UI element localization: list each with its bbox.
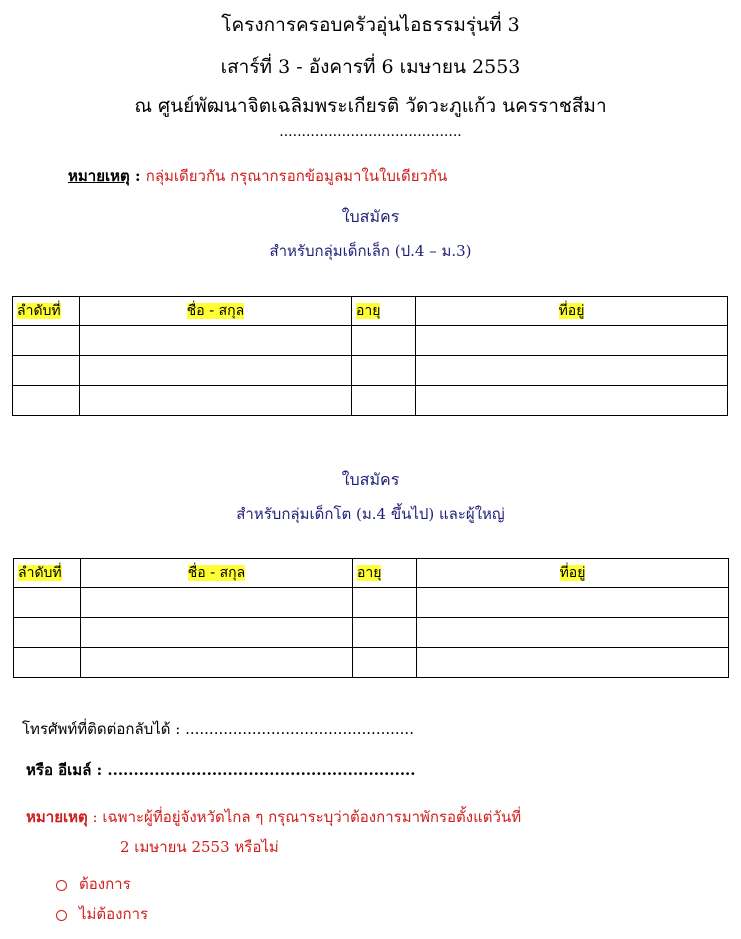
- cell-address[interactable]: [417, 588, 729, 618]
- option-label: ไม่ต้องการ: [79, 905, 149, 923]
- col-age: อายุ: [352, 297, 416, 326]
- cell-address[interactable]: [417, 618, 729, 648]
- table-row: [14, 618, 729, 648]
- phone-label: โทรศัพท์ที่ติดต่อกลับได้ :: [22, 720, 186, 738]
- note-label: หมายเหตุ: [68, 167, 130, 185]
- cell-age[interactable]: [353, 618, 417, 648]
- cell-address[interactable]: [417, 648, 729, 678]
- table-header-row: [13, 297, 728, 326]
- cell-order[interactable]: [13, 356, 80, 386]
- cell-order[interactable]: [14, 618, 81, 648]
- table-row: [13, 356, 728, 386]
- email-line: [26, 758, 415, 782]
- cell-name[interactable]: [80, 356, 352, 386]
- cell-order[interactable]: [14, 648, 81, 678]
- note-colon: :: [129, 167, 146, 185]
- header-divider: .........................................: [279, 124, 462, 140]
- phone-field[interactable]: ................................................: [185, 720, 414, 738]
- project-title: โครงการครอบครัวอุ่นไอธรรมรุ่นที่ 3: [221, 14, 520, 36]
- note2-label: หมายเหตุ: [26, 808, 88, 826]
- note2-line2: 2 เมษายน 2553 หรือไม่: [120, 838, 279, 856]
- phone-line: [22, 717, 414, 741]
- form-small-title: ใบสมัคร: [341, 207, 400, 226]
- note-text: กลุ่มเดียวกัน กรุณากรอกข้อมูลมาในใบเดียวกัน: [145, 167, 448, 185]
- cell-name[interactable]: [80, 386, 352, 416]
- event-dates: เสาร์ที่ 3 - อังคารที่ 6 เมษายน 2553: [220, 56, 521, 78]
- form-big-title: ใบสมัคร: [341, 470, 400, 489]
- cell-address[interactable]: [416, 356, 728, 386]
- email-label: หรือ อีเมล์ :: [26, 761, 108, 779]
- form-big-subtitle: สำหรับกลุ่มเด็กโต (ม.4 ขึ้นไป) และผู้ใหญ่: [236, 505, 505, 523]
- cell-age[interactable]: [353, 648, 417, 678]
- cell-age[interactable]: [352, 326, 416, 356]
- option-not-want[interactable]: [56, 902, 148, 926]
- option-want[interactable]: [56, 872, 131, 896]
- col-name: ชื่อ - สกุล: [80, 297, 352, 326]
- table-header-row: [14, 559, 729, 588]
- registration-table-small: [12, 296, 728, 416]
- col-order: ลำดับที่: [14, 559, 81, 588]
- cell-age[interactable]: [353, 588, 417, 618]
- cell-order[interactable]: [13, 326, 80, 356]
- cell-name[interactable]: [81, 648, 353, 678]
- registration-table-big: [13, 558, 729, 678]
- table-row: [13, 326, 728, 356]
- cell-name[interactable]: [81, 618, 353, 648]
- cell-age[interactable]: [352, 356, 416, 386]
- event-location: ณ ศูนย์พัฒนาจิตเฉลิมพระเกียรติ วัดวะภูแก้ว นครราชสีมา: [134, 95, 607, 117]
- cell-name[interactable]: [81, 588, 353, 618]
- cell-order[interactable]: [14, 588, 81, 618]
- col-address: ที่อยู่: [416, 297, 728, 326]
- note2-line1: : เฉพาะผู้ที่อยู่จังหวัดไกล ๆ กรุณาระบุว่าต้องการมาพักรอตั้งแต่วันที่: [87, 808, 522, 826]
- table-row: [13, 386, 728, 416]
- cell-address[interactable]: [416, 386, 728, 416]
- col-order: ลำดับที่: [13, 297, 80, 326]
- cell-name[interactable]: [80, 326, 352, 356]
- note-group: [68, 164, 447, 188]
- cell-address[interactable]: [416, 326, 728, 356]
- col-address: ที่อยู่: [417, 559, 729, 588]
- col-age: อายุ: [353, 559, 417, 588]
- cell-age[interactable]: [352, 386, 416, 416]
- radio-circle-icon[interactable]: [56, 910, 67, 921]
- cell-order[interactable]: [13, 386, 80, 416]
- option-label: ต้องการ: [79, 875, 131, 893]
- accommodation-note: [26, 805, 521, 829]
- table-row: [14, 588, 729, 618]
- email-field[interactable]: ...........................................................: [107, 761, 416, 779]
- table-row: [14, 648, 729, 678]
- radio-circle-icon[interactable]: [56, 880, 67, 891]
- form-small-subtitle: สำหรับกลุ่มเด็กเล็ก (ป.4 – ม.3): [269, 242, 472, 260]
- col-name: ชื่อ - สกุล: [81, 559, 353, 588]
